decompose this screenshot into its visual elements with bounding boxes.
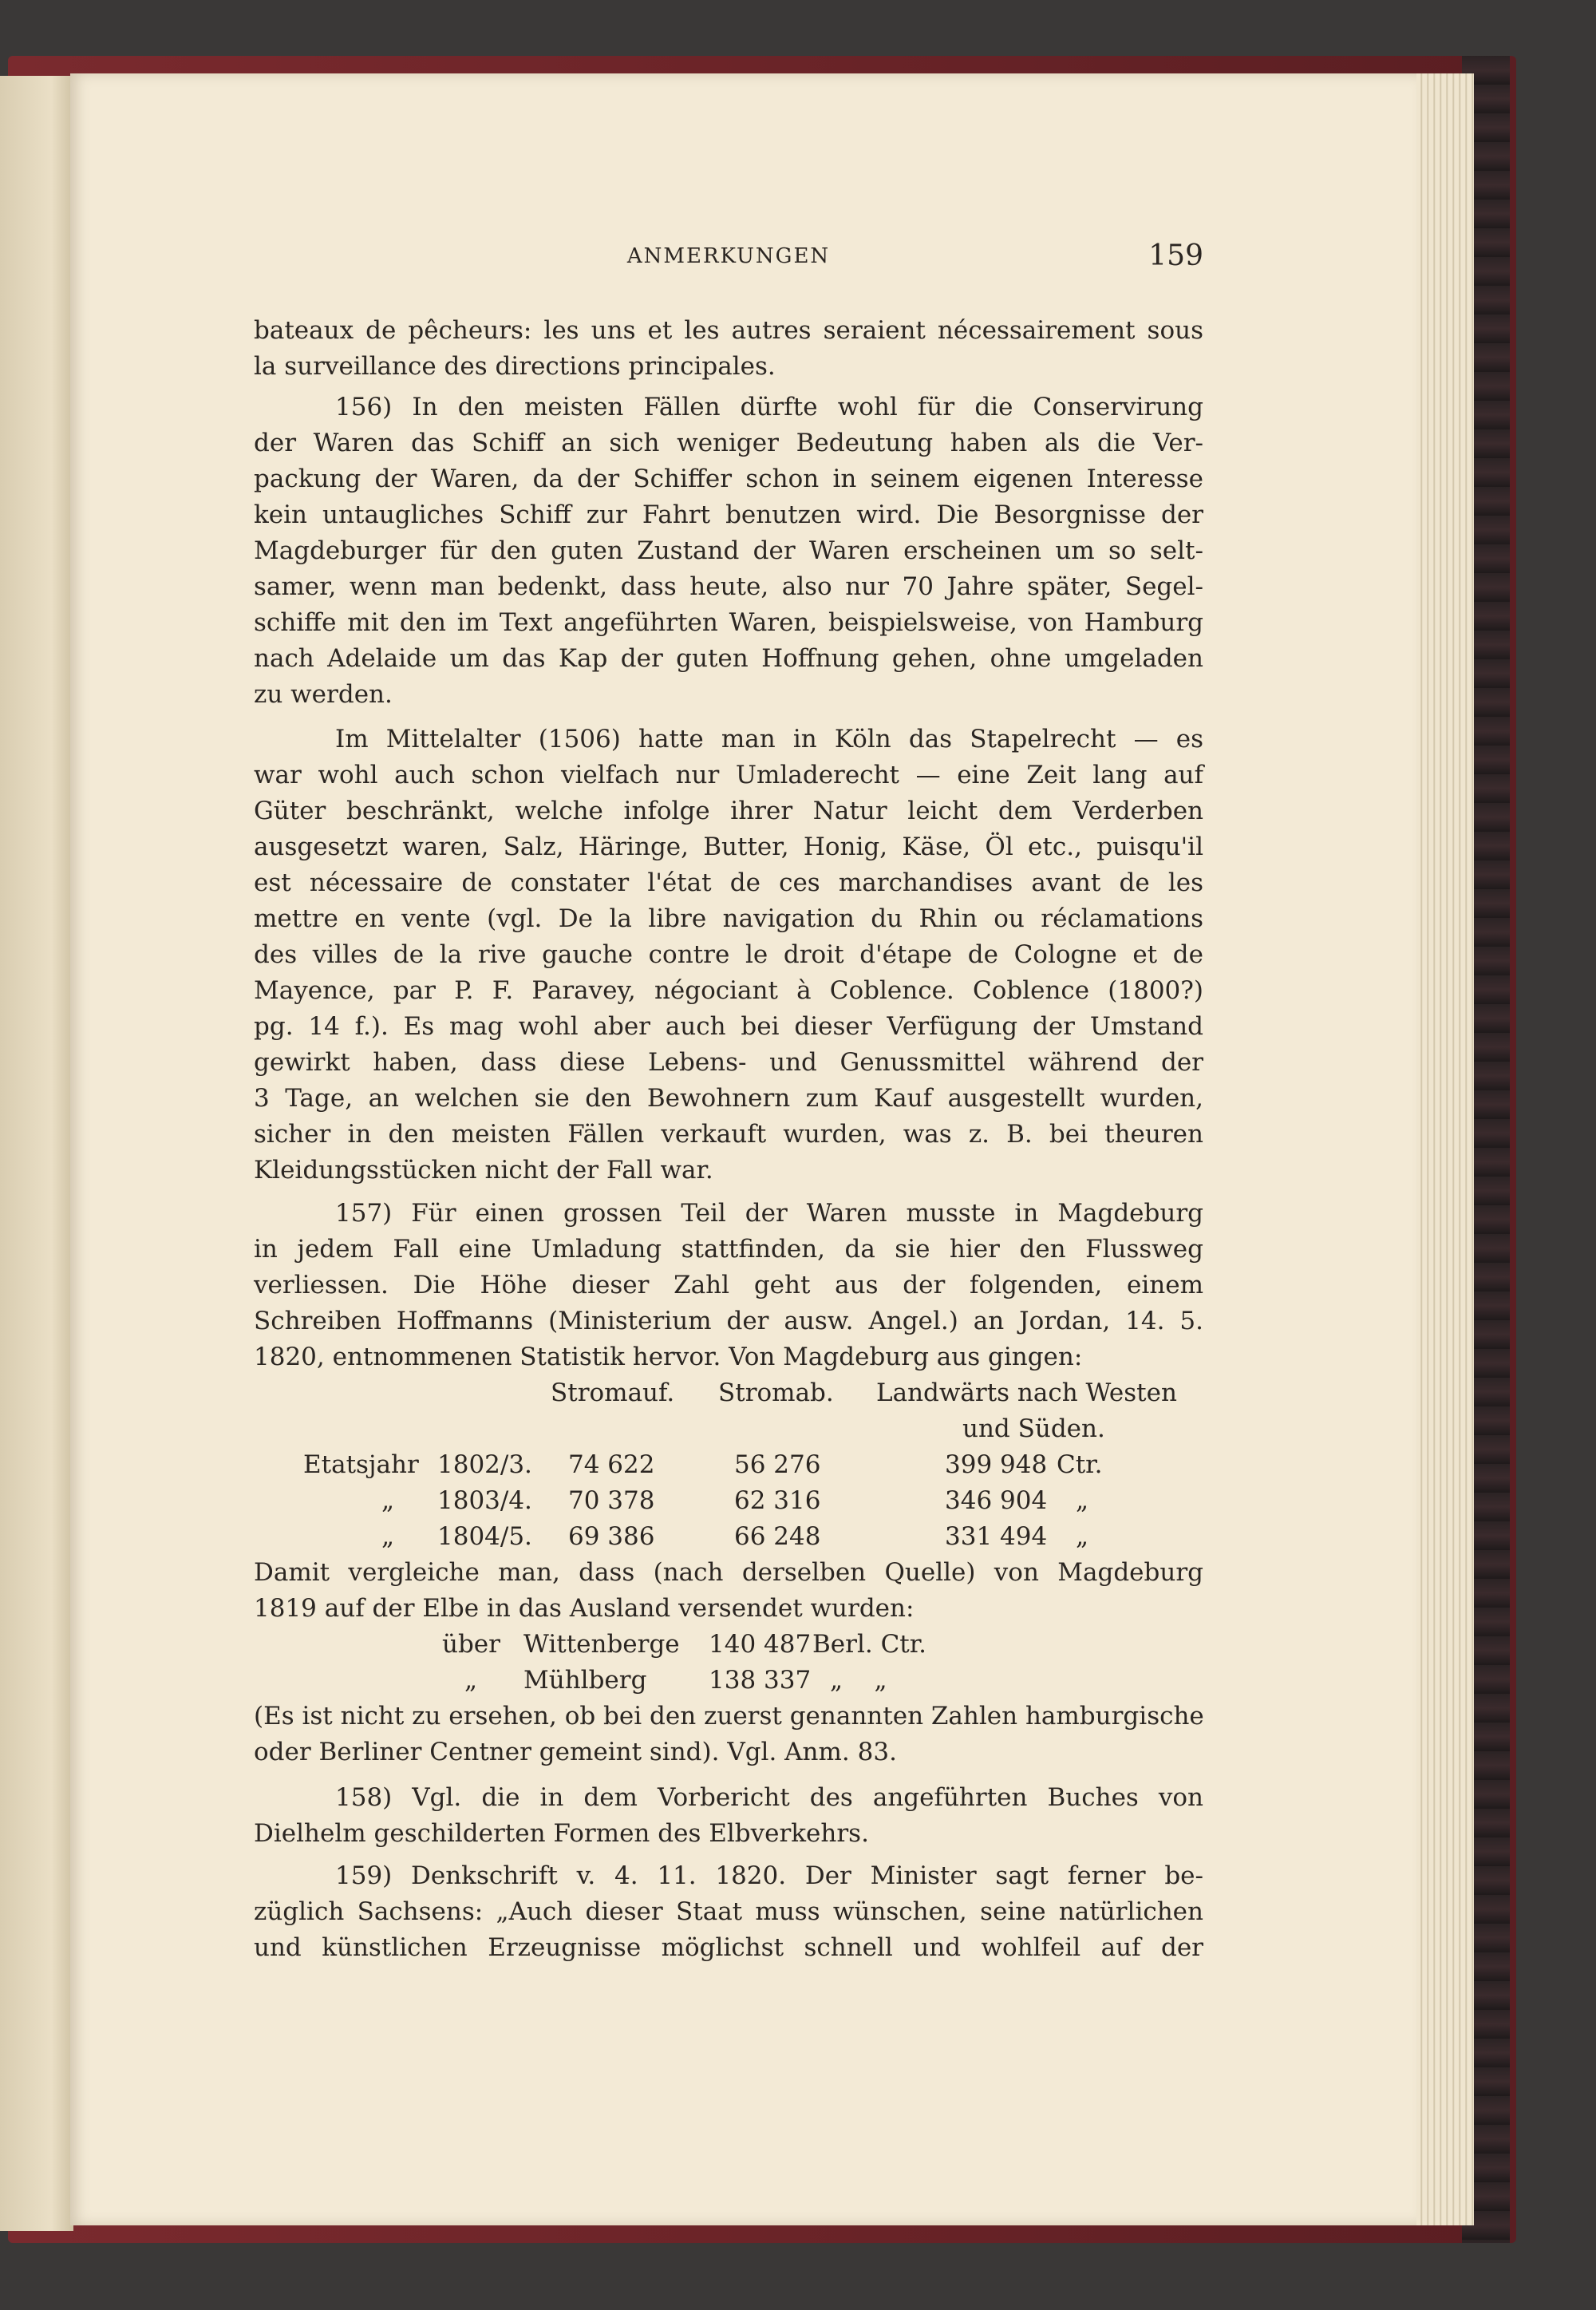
note-156 — [254, 390, 1203, 713]
text-line: ausgesetzt waren, Salz, Häringe, Butter, Honig, Käse, Öl etc., puisqu'il — [254, 833, 1203, 861]
table-row — [254, 1447, 1203, 1483]
text-line: Damit vergleiche man, dass (nach derselben Quelle) von Magdeburg — [254, 1558, 1203, 1587]
cell-stromab: 56 276 — [734, 1450, 821, 1479]
text-line: (Es ist nicht zu ersehen, ob bei den zuerst genannten Zahlen hamburgische — [254, 1702, 1204, 1731]
text-line: in jedem Fall eine Umladung stattfinden, da sie hier den Flussweg — [254, 1235, 1203, 1264]
text-line: zu werden. — [254, 680, 393, 709]
row-label: „ — [381, 1522, 395, 1551]
row-place: Wittenberge — [523, 1630, 680, 1659]
text-line: 3 Tage, an welchen sie den Bewohnern zum Kauf ausgestellt wurden, — [254, 1084, 1203, 1113]
table-row — [254, 1627, 1203, 1663]
column-header: Stromab. — [718, 1378, 834, 1407]
row-year: 1803/4. — [437, 1486, 532, 1515]
row-label: Etatsjahr — [303, 1450, 419, 1479]
row-year: 1804/5. — [437, 1522, 532, 1551]
text-line: schiffe mit den im Text angeführten Waren, beispielsweise, von Hamburg — [254, 608, 1203, 637]
text-line: 157) Für einen grossen Teil der Waren musste in Magdeburg — [335, 1199, 1203, 1228]
column-header: Landwärts nach Westen — [876, 1378, 1177, 1407]
text-line: züglich Sachsens: „Auch dieser Staat muss wünschen, seine natürlichen — [254, 1897, 1203, 1926]
running-head-title: ANMERKUNGEN — [626, 244, 831, 268]
row-year: 1802/3. — [437, 1450, 532, 1479]
text-line: oder Berliner Centner gemeint sind). Vgl. Anm. 83. — [254, 1738, 897, 1766]
text-line: Im Mittelalter (1506) hatte man in Köln das Stapelrecht — es — [335, 725, 1203, 754]
cell-stromab: 66 248 — [734, 1522, 821, 1551]
page-stack-edges — [1416, 73, 1474, 2225]
text-line: war wohl auch schon vielfach nur Umladerecht — eine Zeit lang auf — [254, 761, 1203, 789]
text-line: la surveillance des directions principales. — [254, 352, 776, 381]
row-value: 138 337 — [709, 1666, 812, 1695]
cell-landwaerts: 346 904 — [945, 1486, 1048, 1515]
row-prefix: über — [442, 1630, 500, 1659]
text-line: und künstlichen Erzeugnisse möglichst schnell und wohlfeil auf der — [254, 1933, 1203, 1962]
text-line: nach Adelaide um das Kap der guten Hoffnung gehen, ohne umgeladen — [254, 644, 1203, 673]
cell-landwaerts: 399 948 — [945, 1450, 1048, 1479]
text-line: pg. 14 f.). Es mag wohl aber auch bei dieser Verfügung der Umstand — [254, 1012, 1203, 1041]
cell-stromab: 62 316 — [734, 1486, 821, 1515]
text-line: verliessen. Die Höhe dieser Zahl geht aus der folgenden, einem — [254, 1271, 1203, 1299]
note-158 — [254, 1780, 1203, 1852]
statistics-table — [254, 1375, 1203, 1555]
table-row — [254, 1663, 1203, 1699]
note-157 — [254, 1196, 1203, 1375]
row-value: 140 487 — [709, 1630, 812, 1659]
text-line: gewirkt haben, dass diese Lebens- und Genussmittel während der — [254, 1048, 1203, 1077]
text-line: Magdeburger für den guten Zustand der Waren erscheinen um so selt- — [254, 536, 1203, 565]
page-number: 159 — [1148, 239, 1203, 272]
text-line: est nécessaire de constater l'état de ces marchandises avant de les — [254, 868, 1203, 897]
text-line: kein untaugliches Schiff zur Fahrt benutzen wird. Die Besorgnisse der — [254, 500, 1203, 529]
text-line: 159) Denkschrift v. 4. 11. 1820. Der Minister sagt ferner be- — [335, 1861, 1203, 1890]
text-line: Schreiben Hoffmanns (Ministerium der ausw. Angel.) an Jordan, 14. 5. — [254, 1307, 1203, 1335]
paragraph-damit — [254, 1555, 1203, 1627]
table-row — [254, 1519, 1203, 1555]
table-header-row — [254, 1411, 1203, 1447]
text-line: mettre en vente (vgl. De la libre navigation du Rhin ou réclamations — [254, 904, 1203, 933]
table-header-row — [254, 1375, 1203, 1411]
text-line: sicher in den meisten Fällen verkauft wurden, was z. B. bei theuren — [254, 1120, 1203, 1149]
row-place: Mühlberg — [523, 1666, 647, 1695]
note-159 — [254, 1858, 1203, 1966]
previous-page-edge — [0, 76, 73, 2231]
paragraph-es-ist — [254, 1699, 1203, 1770]
text-line: Güter beschränkt, welche infolge ihrer Natur leicht dem Verderben — [254, 797, 1203, 825]
table-row — [254, 1483, 1203, 1519]
row-unit: Berl. Ctr. — [812, 1630, 927, 1659]
text-line: bateaux de pêcheurs: les uns et les autres seraient nécessairement sous — [254, 316, 1203, 345]
text-line: samer, wenn man bedenkt, dass heute, also nur 70 Jahre später, Segel- — [254, 572, 1203, 601]
column-header: Stromauf. — [551, 1378, 675, 1407]
column-header: und Süden. — [962, 1414, 1105, 1443]
text-line: Kleidungsstücken nicht der Fall war. — [254, 1156, 713, 1185]
cell-unit: Ctr. — [1057, 1450, 1103, 1479]
cell-unit: „ — [1076, 1522, 1089, 1551]
row-unit: „ „ — [830, 1666, 887, 1695]
row-label: „ — [381, 1486, 395, 1515]
paragraph-mittelalter — [254, 722, 1203, 1189]
text-line: Mayence, par P. F. Paravey, négociant à Coblence. Coblence (1800?) — [254, 976, 1203, 1005]
text-line: Dielhelm geschilderten Formen des Elbverkehrs. — [254, 1819, 869, 1848]
text-line: des villes de la rive gauche contre le droit d'étape de Cologne et de — [254, 940, 1203, 969]
text-line: 156) In den meisten Fällen dürfte wohl für die Conservirung — [335, 393, 1203, 421]
cell-stromauf: 74 622 — [568, 1450, 655, 1479]
cell-stromauf: 69 386 — [568, 1522, 655, 1551]
text-line: 1819 auf der Elbe in das Ausland versendet wurden: — [254, 1594, 915, 1623]
export-table — [254, 1627, 1203, 1699]
text-line: 158) Vgl. die in dem Vorbericht des angeführten Buches von — [335, 1783, 1203, 1812]
text-line: 1820, entnommenen Statistik hervor. Von Magdeburg aus gingen: — [254, 1343, 1083, 1371]
cell-landwaerts: 331 494 — [945, 1522, 1048, 1551]
text-line: packung der Waren, da der Schiffer schon in seinem eigenen Interesse — [254, 465, 1203, 493]
cell-stromauf: 70 378 — [568, 1486, 655, 1515]
paragraph-intro — [254, 313, 1203, 385]
cell-unit: „ — [1076, 1486, 1089, 1515]
text-line: der Waren das Schiff an sich weniger Bedeutung haben als die Ver- — [254, 429, 1203, 457]
row-prefix: „ — [464, 1666, 478, 1695]
running-head — [254, 239, 1203, 275]
